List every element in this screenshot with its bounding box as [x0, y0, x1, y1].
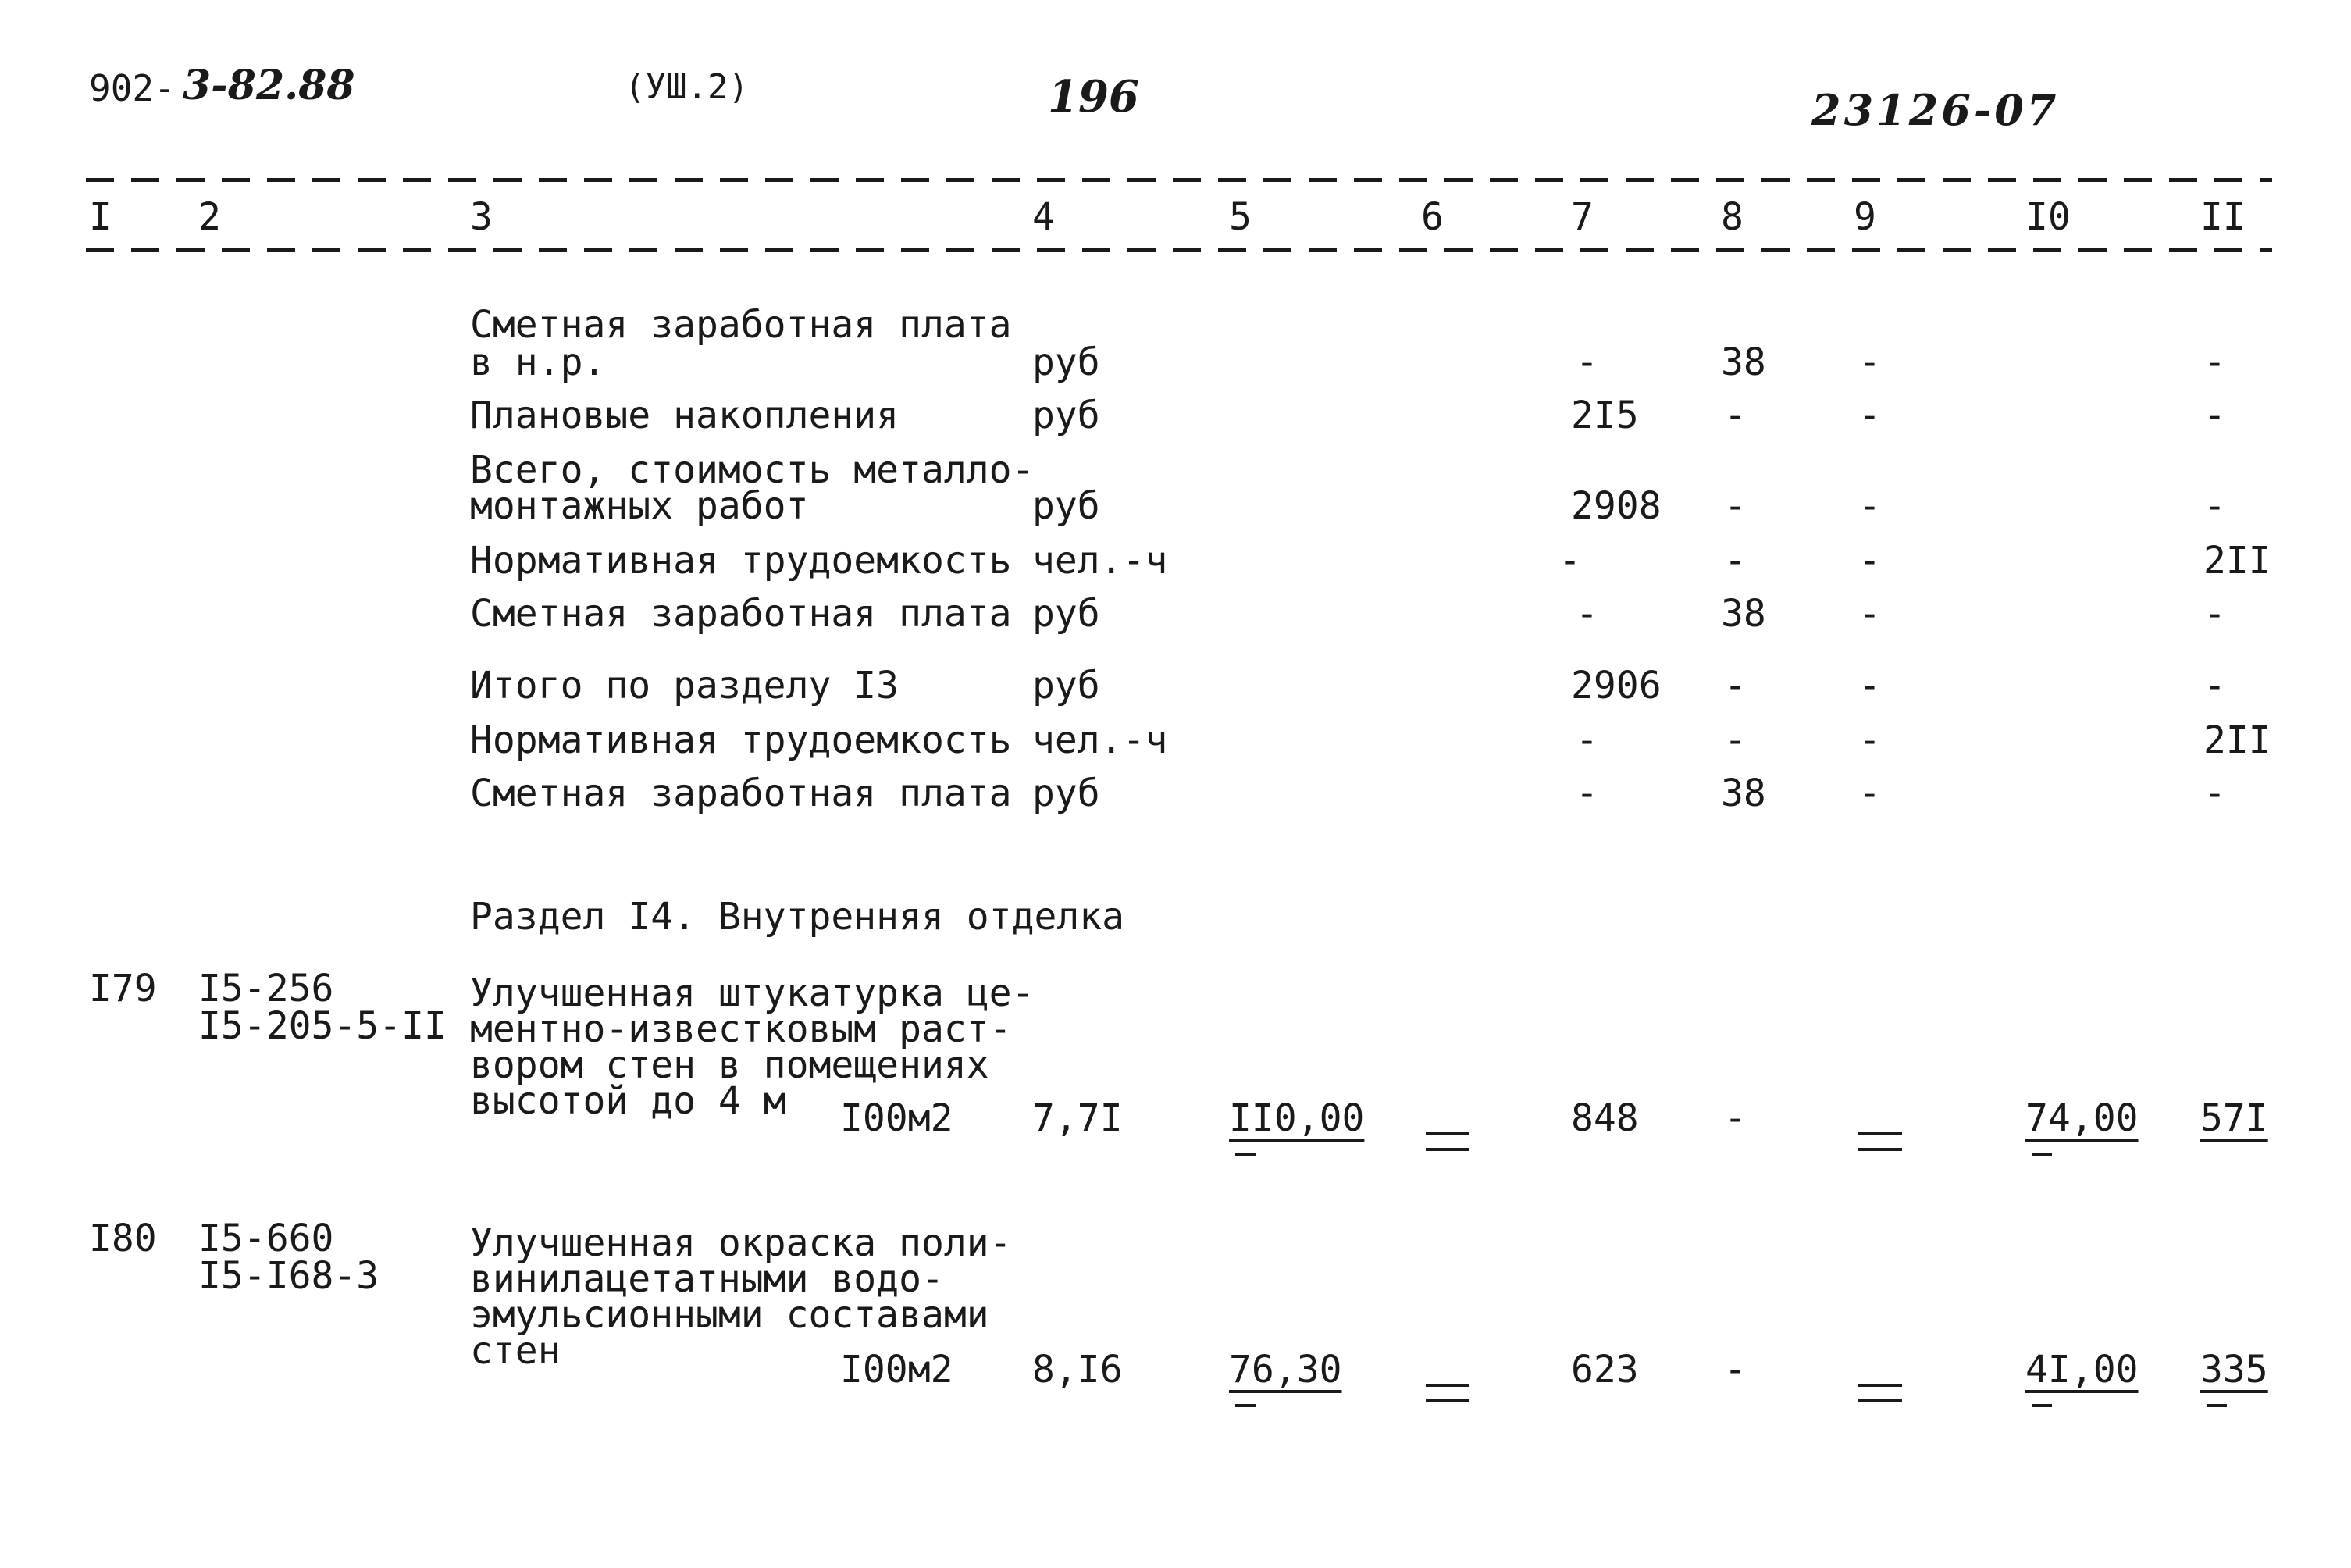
row-c9: - [1858, 539, 1881, 583]
item-code: I5-I68-3 [198, 1254, 379, 1298]
item-description: винилацетатными водо- [470, 1257, 944, 1301]
header-rule-bottom [86, 248, 2272, 252]
row-unit: руб [1032, 664, 1100, 707]
item-c5: 76,30 [1229, 1348, 1342, 1392]
row-c7: - [1576, 592, 1598, 636]
item-description: ментно-известковым раст- [470, 1007, 1012, 1051]
row-unit: чел.-ч [1032, 718, 1168, 762]
column-header: II [2200, 195, 2246, 239]
document-code: 23126-07 [1811, 85, 2060, 135]
item-description: вором стен в помещениях [470, 1043, 989, 1087]
album-number: (УШ.2) [625, 67, 749, 107]
column-header: 3 [470, 195, 493, 239]
item-description: эмульсионными составами [470, 1293, 989, 1337]
item-c10: 74,00 [2025, 1096, 2139, 1140]
small-dash [2032, 1153, 2052, 1156]
row-c8: - [1724, 718, 1747, 762]
row-c7: - [1576, 772, 1598, 815]
row-c11: - [2203, 664, 2226, 707]
row-unit: руб [1032, 340, 1100, 384]
header-rule-top [86, 178, 2272, 182]
small-dash [1235, 1153, 1256, 1156]
row-c11: 2II [2203, 539, 2271, 583]
row-name: Сметная заработная плата [470, 772, 1012, 815]
item-quantity: 8,I6 [1032, 1348, 1123, 1392]
column-header: 4 [1032, 195, 1055, 239]
item-unit: I00м2 [840, 1348, 953, 1392]
item-code: I5-660 [198, 1217, 334, 1260]
item-c7: 848 [1571, 1096, 1639, 1140]
item-c11: 57I [2200, 1096, 2268, 1140]
row-c7: - [1576, 340, 1598, 384]
c6-marker [1426, 1132, 1469, 1151]
column-header: 2 [198, 195, 221, 239]
item-quantity: 7,7I [1032, 1096, 1123, 1140]
row-c8: - [1724, 539, 1747, 583]
row-name: Нормативная трудоемкость [470, 539, 1012, 583]
small-dash [2032, 1404, 2052, 1407]
item-code: I5-256 [198, 967, 334, 1010]
row-unit: руб [1032, 772, 1100, 815]
row-c7: - [1576, 718, 1598, 762]
row-c8: 38 [1721, 772, 1766, 815]
row-name: Сметная заработная плата [470, 592, 1012, 636]
item-code: I5-205-5-II [198, 1004, 447, 1048]
row-c11: - [2203, 592, 2226, 636]
series-handwritten: 3-82.88 [183, 62, 355, 109]
row-c9: - [1858, 394, 1881, 437]
row-c9: - [1858, 340, 1881, 384]
row-c9: - [1858, 592, 1881, 636]
column-header: I0 [2025, 195, 2071, 239]
item-unit: I00м2 [840, 1096, 953, 1140]
small-dash [1235, 1404, 1256, 1407]
item-c7: 623 [1571, 1348, 1639, 1392]
row-name: Сметная заработная плата [470, 303, 1012, 347]
row-c11: - [2203, 394, 2226, 437]
column-header: 9 [1854, 195, 1876, 239]
item-number: I80 [89, 1217, 157, 1260]
row-c11: - [2203, 772, 2226, 815]
page-number: 196 [1048, 71, 1139, 123]
row-name: Нормативная трудоемкость [470, 718, 1012, 762]
small-dash [2207, 1404, 2227, 1407]
row-c11: - [2203, 484, 2226, 528]
row-name: Плановые накопления [470, 394, 899, 437]
row-c8: - [1724, 664, 1747, 707]
row-c11: - [2203, 340, 2226, 384]
item-description: Улучшенная штукатурка це- [470, 971, 1035, 1015]
row-unit: руб [1032, 484, 1100, 528]
section-title: Раздел I4. Внутренняя отделка [470, 895, 1125, 939]
item-c10: 4I,00 [2025, 1348, 2139, 1392]
row-c7: 2I5 [1571, 394, 1639, 437]
row-name: монтажных работ [470, 484, 809, 528]
item-c11: 335 [2200, 1348, 2268, 1392]
item-number: I79 [89, 967, 157, 1010]
row-c7: - [1558, 539, 1581, 583]
row-unit: руб [1032, 592, 1100, 636]
column-header: 6 [1421, 195, 1444, 239]
row-unit: чел.-ч [1032, 539, 1168, 583]
c9-marker [1858, 1132, 1902, 1151]
c6-marker [1426, 1384, 1469, 1402]
item-description: стен [470, 1329, 561, 1373]
column-header: 5 [1229, 195, 1252, 239]
item-c8: - [1724, 1096, 1747, 1140]
row-c7: 2906 [1571, 664, 1662, 707]
row-c9: - [1858, 484, 1881, 528]
item-description: высотой до 4 м [470, 1079, 786, 1123]
row-c8: - [1724, 484, 1747, 528]
row-c8: 38 [1721, 340, 1766, 384]
series-prefix: 902- [89, 67, 176, 109]
row-unit: руб [1032, 394, 1100, 437]
row-name: в н.р. [470, 340, 606, 384]
row-c9: - [1858, 718, 1881, 762]
row-name: Итого по разделу I3 [470, 664, 899, 707]
column-header: 7 [1571, 195, 1594, 239]
row-c7: 2908 [1571, 484, 1662, 528]
row-c8: 38 [1721, 592, 1766, 636]
column-header: I [89, 195, 112, 239]
row-c11: 2II [2203, 718, 2271, 762]
item-description: Улучшенная окраска поли- [470, 1221, 1012, 1265]
row-c8: - [1724, 394, 1747, 437]
column-header: 8 [1721, 195, 1744, 239]
item-c5: II0,00 [1229, 1096, 1365, 1140]
row-name: Всего, стоимость металло- [470, 448, 1035, 492]
item-c8: - [1724, 1348, 1747, 1392]
row-c9: - [1858, 664, 1881, 707]
row-c9: - [1858, 772, 1881, 815]
c9-marker [1858, 1384, 1902, 1402]
